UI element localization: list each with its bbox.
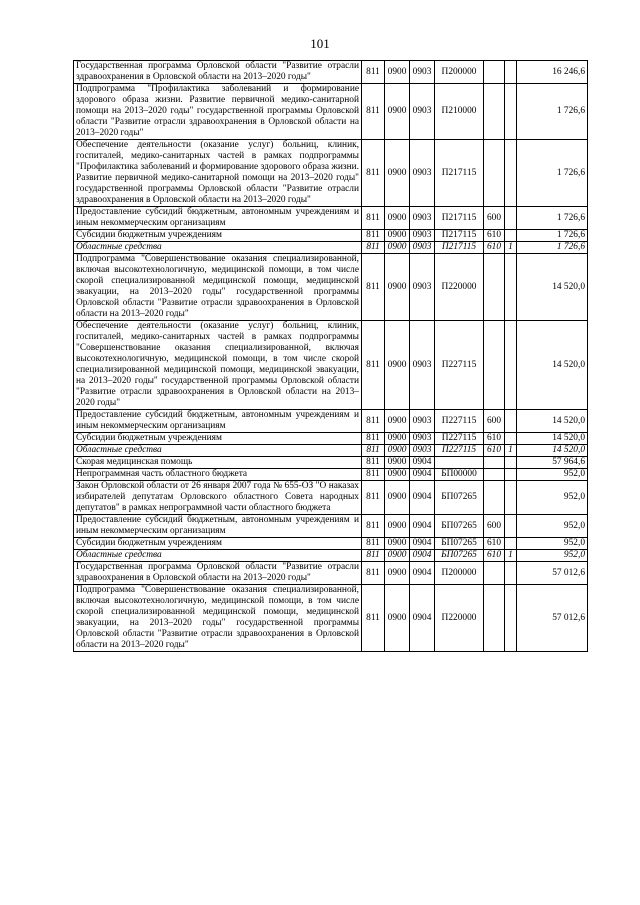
target-article-code: П217115: [435, 140, 484, 207]
ministry-code: 811: [362, 538, 385, 550]
row-name: Областные средства: [74, 242, 362, 254]
funding-source-code: [505, 562, 517, 585]
section-code: 0900: [385, 481, 410, 515]
subsection-code: 0904: [410, 562, 435, 585]
section-code: 0900: [385, 445, 410, 457]
expense-type-code: [484, 585, 505, 652]
table-row: [74, 585, 588, 652]
table-row: [74, 140, 588, 207]
target-article-code: П217115: [435, 207, 484, 230]
funding-source-code: 1: [505, 550, 517, 562]
funding-source-code: [505, 585, 517, 652]
row-name: Обеспечение деятельности (оказание услуг) больниц, клиник, госпиталей, медико-санитарных частей в рамках подпрограммы "Совершенствование оказания специализированной, включая высокотехнологичную, медицинской помощи, в том числе скорой специализированной медицинской помощи, медицинской эвакуации, на 2013–2020 годы" государственной программы Орловской области "Развитие отрасли здравоохранения в Орловской области на 2013–2020 годы": [74, 321, 362, 410]
target-article-code: П200000: [435, 61, 484, 84]
amount: 57 012,6: [517, 585, 588, 652]
expense-type-code: 600: [484, 207, 505, 230]
ministry-code: 811: [362, 61, 385, 84]
subsection-code: 0903: [410, 61, 435, 84]
subsection-code: 0903: [410, 445, 435, 457]
funding-source-code: [505, 410, 517, 433]
funding-source-code: [505, 538, 517, 550]
table-row: [74, 61, 588, 84]
ministry-code: 811: [362, 254, 385, 321]
table-row: [74, 562, 588, 585]
ministry-code: 811: [362, 445, 385, 457]
funding-source-code: [505, 457, 517, 469]
funding-source-code: [505, 61, 517, 84]
table-row: [74, 481, 588, 515]
section-code: 0900: [385, 410, 410, 433]
expense-type-code: [484, 481, 505, 515]
funding-source-code: [505, 469, 517, 481]
amount: 1 726,6: [517, 242, 588, 254]
subsection-code: 0904: [410, 469, 435, 481]
target-article-code: П220000: [435, 254, 484, 321]
amount: 1 726,6: [517, 207, 588, 230]
funding-source-code: 1: [505, 242, 517, 254]
section-code: 0900: [385, 550, 410, 562]
table-row: [74, 445, 588, 457]
row-name: Субсидии бюджетным учреждениям: [74, 230, 362, 242]
amount: 14 520,0: [517, 410, 588, 433]
section-code: 0900: [385, 61, 410, 84]
expense-type-code: 600: [484, 515, 505, 538]
row-name: Субсидии бюджетным учреждениям: [74, 433, 362, 445]
funding-source-code: 1: [505, 445, 517, 457]
subsection-code: 0904: [410, 457, 435, 469]
row-name: Предоставление субсидий бюджетным, автономным учреждениям и иным некоммерческим организациям: [74, 410, 362, 433]
ministry-code: 811: [362, 481, 385, 515]
amount: 1 726,6: [517, 140, 588, 207]
row-name: Предоставление субсидий бюджетным, автономным учреждениям и иным некоммерческим организациям: [74, 207, 362, 230]
ministry-code: 811: [362, 550, 385, 562]
ministry-code: 811: [362, 410, 385, 433]
expense-type-code: [484, 457, 505, 469]
subsection-code: 0903: [410, 321, 435, 410]
row-name: Областные средства: [74, 445, 362, 457]
target-article-code: П227115: [435, 445, 484, 457]
target-article-code: П217115: [435, 230, 484, 242]
table-row: [74, 84, 588, 140]
amount: 16 246,6: [517, 61, 588, 84]
amount: 952,0: [517, 469, 588, 481]
ministry-code: 811: [362, 321, 385, 410]
row-name: Подпрограмма "Совершенствование оказания специализированной, включая высокотехнологичную, медицинской помощи, в том числе скорой специализированной медицинской помощи, медицинской эвакуации, на 2013–2020 годы" государственной программы Орловской области "Развитие отрасли здравоохранения в Орловской области на 2013–2020 годы": [74, 585, 362, 652]
subsection-code: 0903: [410, 433, 435, 445]
target-article-code: П227115: [435, 321, 484, 410]
target-article-code: П217115: [435, 242, 484, 254]
table-row: [74, 254, 588, 321]
subsection-code: 0904: [410, 515, 435, 538]
expense-type-code: 610: [484, 550, 505, 562]
amount: 14 520,0: [517, 254, 588, 321]
expense-type-code: 600: [484, 410, 505, 433]
subsection-code: 0903: [410, 242, 435, 254]
ministry-code: 811: [362, 562, 385, 585]
amount: 14 520,0: [517, 433, 588, 445]
expense-type-code: [484, 140, 505, 207]
subsection-code: 0903: [410, 230, 435, 242]
ministry-code: 811: [362, 207, 385, 230]
amount: 1 726,6: [517, 230, 588, 242]
target-article-code: П200000: [435, 562, 484, 585]
funding-source-code: [505, 433, 517, 445]
amount: 952,0: [517, 481, 588, 515]
ministry-code: 811: [362, 242, 385, 254]
budget-table: [73, 60, 588, 652]
funding-source-code: [505, 481, 517, 515]
table-row: [74, 433, 588, 445]
row-name: Обеспечение деятельности (оказание услуг) больниц, клиник, госпиталей, медико-санитарных частей в рамках подпрограммы "Профилактика заболеваний и формирование здорового образа жизни. Развитие первичной медико-санитарной помощи на 2013–2020 годы" государственной программы Орловской области "Развитие отрасли здравоохранения в Орловской области на 2013–2020 годы": [74, 140, 362, 207]
ministry-code: 811: [362, 585, 385, 652]
section-code: 0900: [385, 230, 410, 242]
amount: 952,0: [517, 550, 588, 562]
row-name: Закон Орловской области от 26 января 2007 года № 655-ОЗ "О наказах избирателей депутатам Орловского областного Совета народных депутатов" в рамках непрограммной части областного бюджета: [74, 481, 362, 515]
section-code: 0900: [385, 538, 410, 550]
expense-type-code: 610: [484, 538, 505, 550]
row-name: Скорая медицинская помощь: [74, 457, 362, 469]
amount: 952,0: [517, 515, 588, 538]
section-code: 0900: [385, 321, 410, 410]
page-number: 101: [310, 36, 330, 51]
row-name: Государственная программа Орловской области "Развитие отрасли здравоохранения в Орловской области на 2013–2020 годы": [74, 61, 362, 84]
ministry-code: 811: [362, 457, 385, 469]
expense-type-code: 610: [484, 242, 505, 254]
amount: 14 520,0: [517, 445, 588, 457]
section-code: 0900: [385, 585, 410, 652]
subsection-code: 0903: [410, 254, 435, 321]
target-article-code: [435, 457, 484, 469]
funding-source-code: [505, 140, 517, 207]
table-row: [74, 457, 588, 469]
target-article-code: П220000: [435, 585, 484, 652]
row-name: Областные средства: [74, 550, 362, 562]
ministry-code: 811: [362, 433, 385, 445]
row-name: Государственная программа Орловской области "Развитие отрасли здравоохранения в Орловской области на 2013–2020 годы": [74, 562, 362, 585]
section-code: 0900: [385, 433, 410, 445]
table-row: [74, 538, 588, 550]
subsection-code: 0903: [410, 410, 435, 433]
table-row: [74, 242, 588, 254]
row-name: Подпрограмма "Совершенствование оказания специализированной, включая высокотехнологичную, медицинской помощи, в том числе скорой специализированной медицинской помощи, медицинской эвакуации, на 2013–2020 годы" государственной программы Орловской области "Развитие отрасли здравоохранения в Орловской области на 2013–2020 годы": [74, 254, 362, 321]
amount: 14 520,0: [517, 321, 588, 410]
table-row: [74, 469, 588, 481]
table-row: [74, 550, 588, 562]
target-article-code: П210000: [435, 84, 484, 140]
funding-source-code: [505, 230, 517, 242]
amount: 57 012,6: [517, 562, 588, 585]
ministry-code: 811: [362, 469, 385, 481]
section-code: 0900: [385, 84, 410, 140]
row-name: Подпрограмма "Профилактика заболеваний и формирование здорового образа жизни. Развитие первичной медико-санитарной помощи на 2013–2020 годы" государственной программы Орловской области "Развитие отрасли здравоохранения в Орловской области на 2013–2020 годы": [74, 84, 362, 140]
subsection-code: 0904: [410, 550, 435, 562]
table-row: [74, 515, 588, 538]
expense-type-code: 610: [484, 433, 505, 445]
expense-type-code: [484, 562, 505, 585]
ministry-code: 811: [362, 515, 385, 538]
expense-type-code: [484, 254, 505, 321]
subsection-code: 0903: [410, 140, 435, 207]
expense-type-code: [484, 84, 505, 140]
target-article-code: БП00000: [435, 469, 484, 481]
row-name: Непрограммная часть областного бюджета: [74, 469, 362, 481]
amount: 57 964,6: [517, 457, 588, 469]
section-code: 0900: [385, 242, 410, 254]
section-code: 0900: [385, 207, 410, 230]
amount: 1 726,6: [517, 84, 588, 140]
expense-type-code: [484, 321, 505, 410]
section-code: 0900: [385, 515, 410, 538]
expense-type-code: 610: [484, 230, 505, 242]
amount: 952,0: [517, 538, 588, 550]
subsection-code: 0903: [410, 84, 435, 140]
table-row: [74, 207, 588, 230]
section-code: 0900: [385, 469, 410, 481]
target-article-code: П227115: [435, 433, 484, 445]
funding-source-code: [505, 254, 517, 321]
subsection-code: 0904: [410, 538, 435, 550]
target-article-code: БП07265: [435, 550, 484, 562]
section-code: 0900: [385, 457, 410, 469]
funding-source-code: [505, 84, 517, 140]
expense-type-code: [484, 469, 505, 481]
row-name: Субсидии бюджетным учреждениям: [74, 538, 362, 550]
row-name: Предоставление субсидий бюджетным, автономным учреждениям и иным некоммерческим организациям: [74, 515, 362, 538]
table-row: [74, 230, 588, 242]
section-code: 0900: [385, 254, 410, 321]
expense-type-code: [484, 61, 505, 84]
target-article-code: БП07265: [435, 515, 484, 538]
target-article-code: БП07265: [435, 481, 484, 515]
target-article-code: БП07265: [435, 538, 484, 550]
table-row: [74, 321, 588, 410]
subsection-code: 0904: [410, 585, 435, 652]
funding-source-code: [505, 321, 517, 410]
target-article-code: П227115: [435, 410, 484, 433]
funding-source-code: [505, 515, 517, 538]
ministry-code: 811: [362, 140, 385, 207]
subsection-code: 0903: [410, 207, 435, 230]
expense-type-code: 610: [484, 445, 505, 457]
table-row: [74, 410, 588, 433]
ministry-code: 811: [362, 84, 385, 140]
section-code: 0900: [385, 562, 410, 585]
funding-source-code: [505, 207, 517, 230]
subsection-code: 0904: [410, 481, 435, 515]
section-code: 0900: [385, 140, 410, 207]
ministry-code: 811: [362, 230, 385, 242]
